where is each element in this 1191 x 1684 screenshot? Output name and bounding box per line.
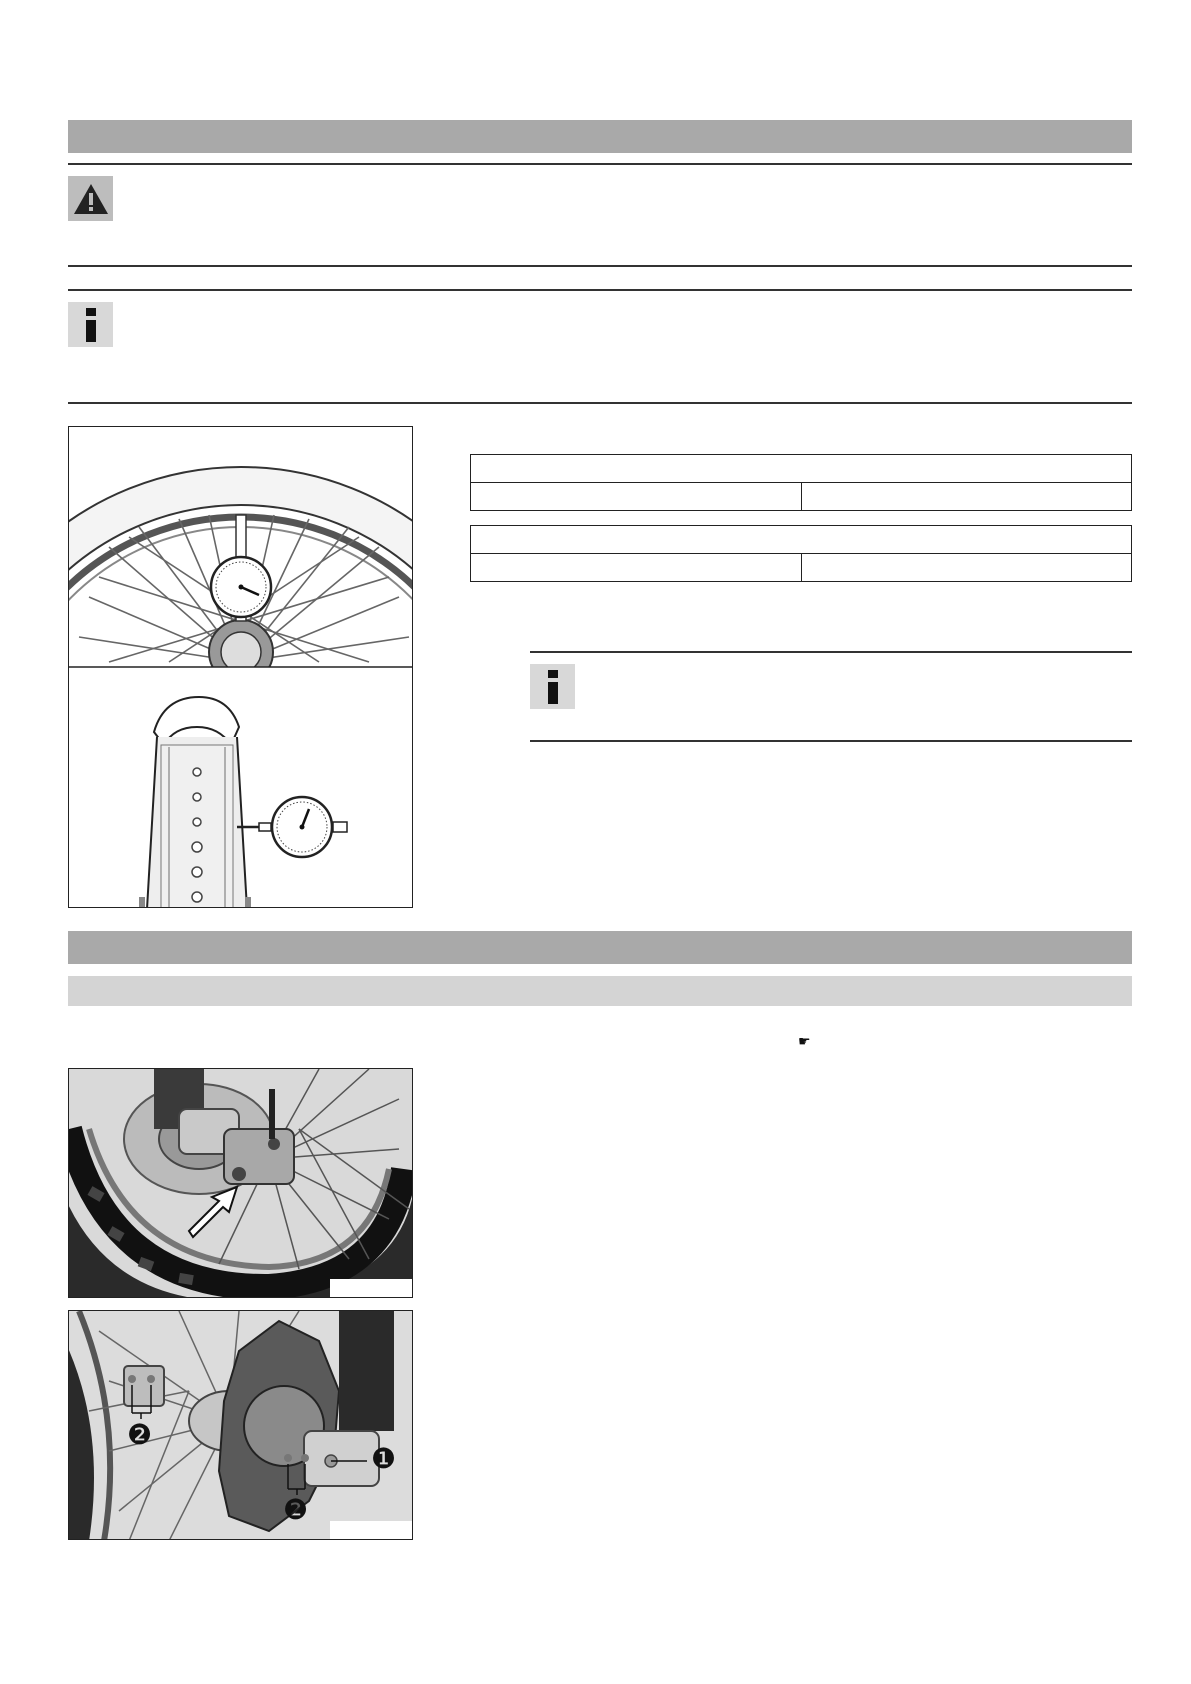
- section-2-subheading-bar: [68, 976, 1132, 1006]
- info-top-rule: [68, 289, 1132, 291]
- spec-table-1-value: [801, 483, 1132, 511]
- runout-figure: [68, 426, 413, 908]
- info-icon: [543, 668, 563, 706]
- warning-triangle-icon: [72, 182, 110, 216]
- spec-table-1-header: [471, 455, 1132, 483]
- spec-table-1: [470, 454, 1132, 511]
- warning-top-rule: [68, 163, 1132, 165]
- section-2-heading-bar: [68, 931, 1132, 964]
- photo-tag: [330, 1521, 412, 1539]
- rim-dial-gauge-drawing: [139, 697, 347, 908]
- warning-bottom-rule: [68, 265, 1132, 267]
- info-icon: [81, 306, 101, 344]
- info-icon-box: [68, 302, 113, 347]
- spec-table-2-header: [471, 526, 1132, 554]
- reference-pointer-icon[interactable]: ☛: [798, 1034, 811, 1050]
- axle-clamp-photo: [68, 1310, 413, 1540]
- section-heading-bar: [68, 120, 1132, 153]
- brake-caliper-photo: [68, 1068, 413, 1298]
- warning-icon-box: [68, 176, 113, 221]
- spec-table-1-label: [471, 483, 802, 511]
- photo-tag: [330, 1279, 412, 1297]
- inner-info-bottom-rule: [530, 740, 1132, 742]
- spec-table-2-label: [471, 554, 802, 582]
- spec-table-2-value: [801, 554, 1132, 582]
- inner-info-icon-box: [530, 664, 575, 709]
- info-bottom-rule: [68, 402, 1132, 404]
- callout-1-marker: ❶: [371, 1442, 397, 1475]
- callout-2-marker-left: ❷: [127, 1418, 153, 1451]
- inner-info-top-rule: [530, 651, 1132, 653]
- spec-table-2: [470, 525, 1132, 582]
- callout-2-marker-right: ❷: [283, 1493, 309, 1526]
